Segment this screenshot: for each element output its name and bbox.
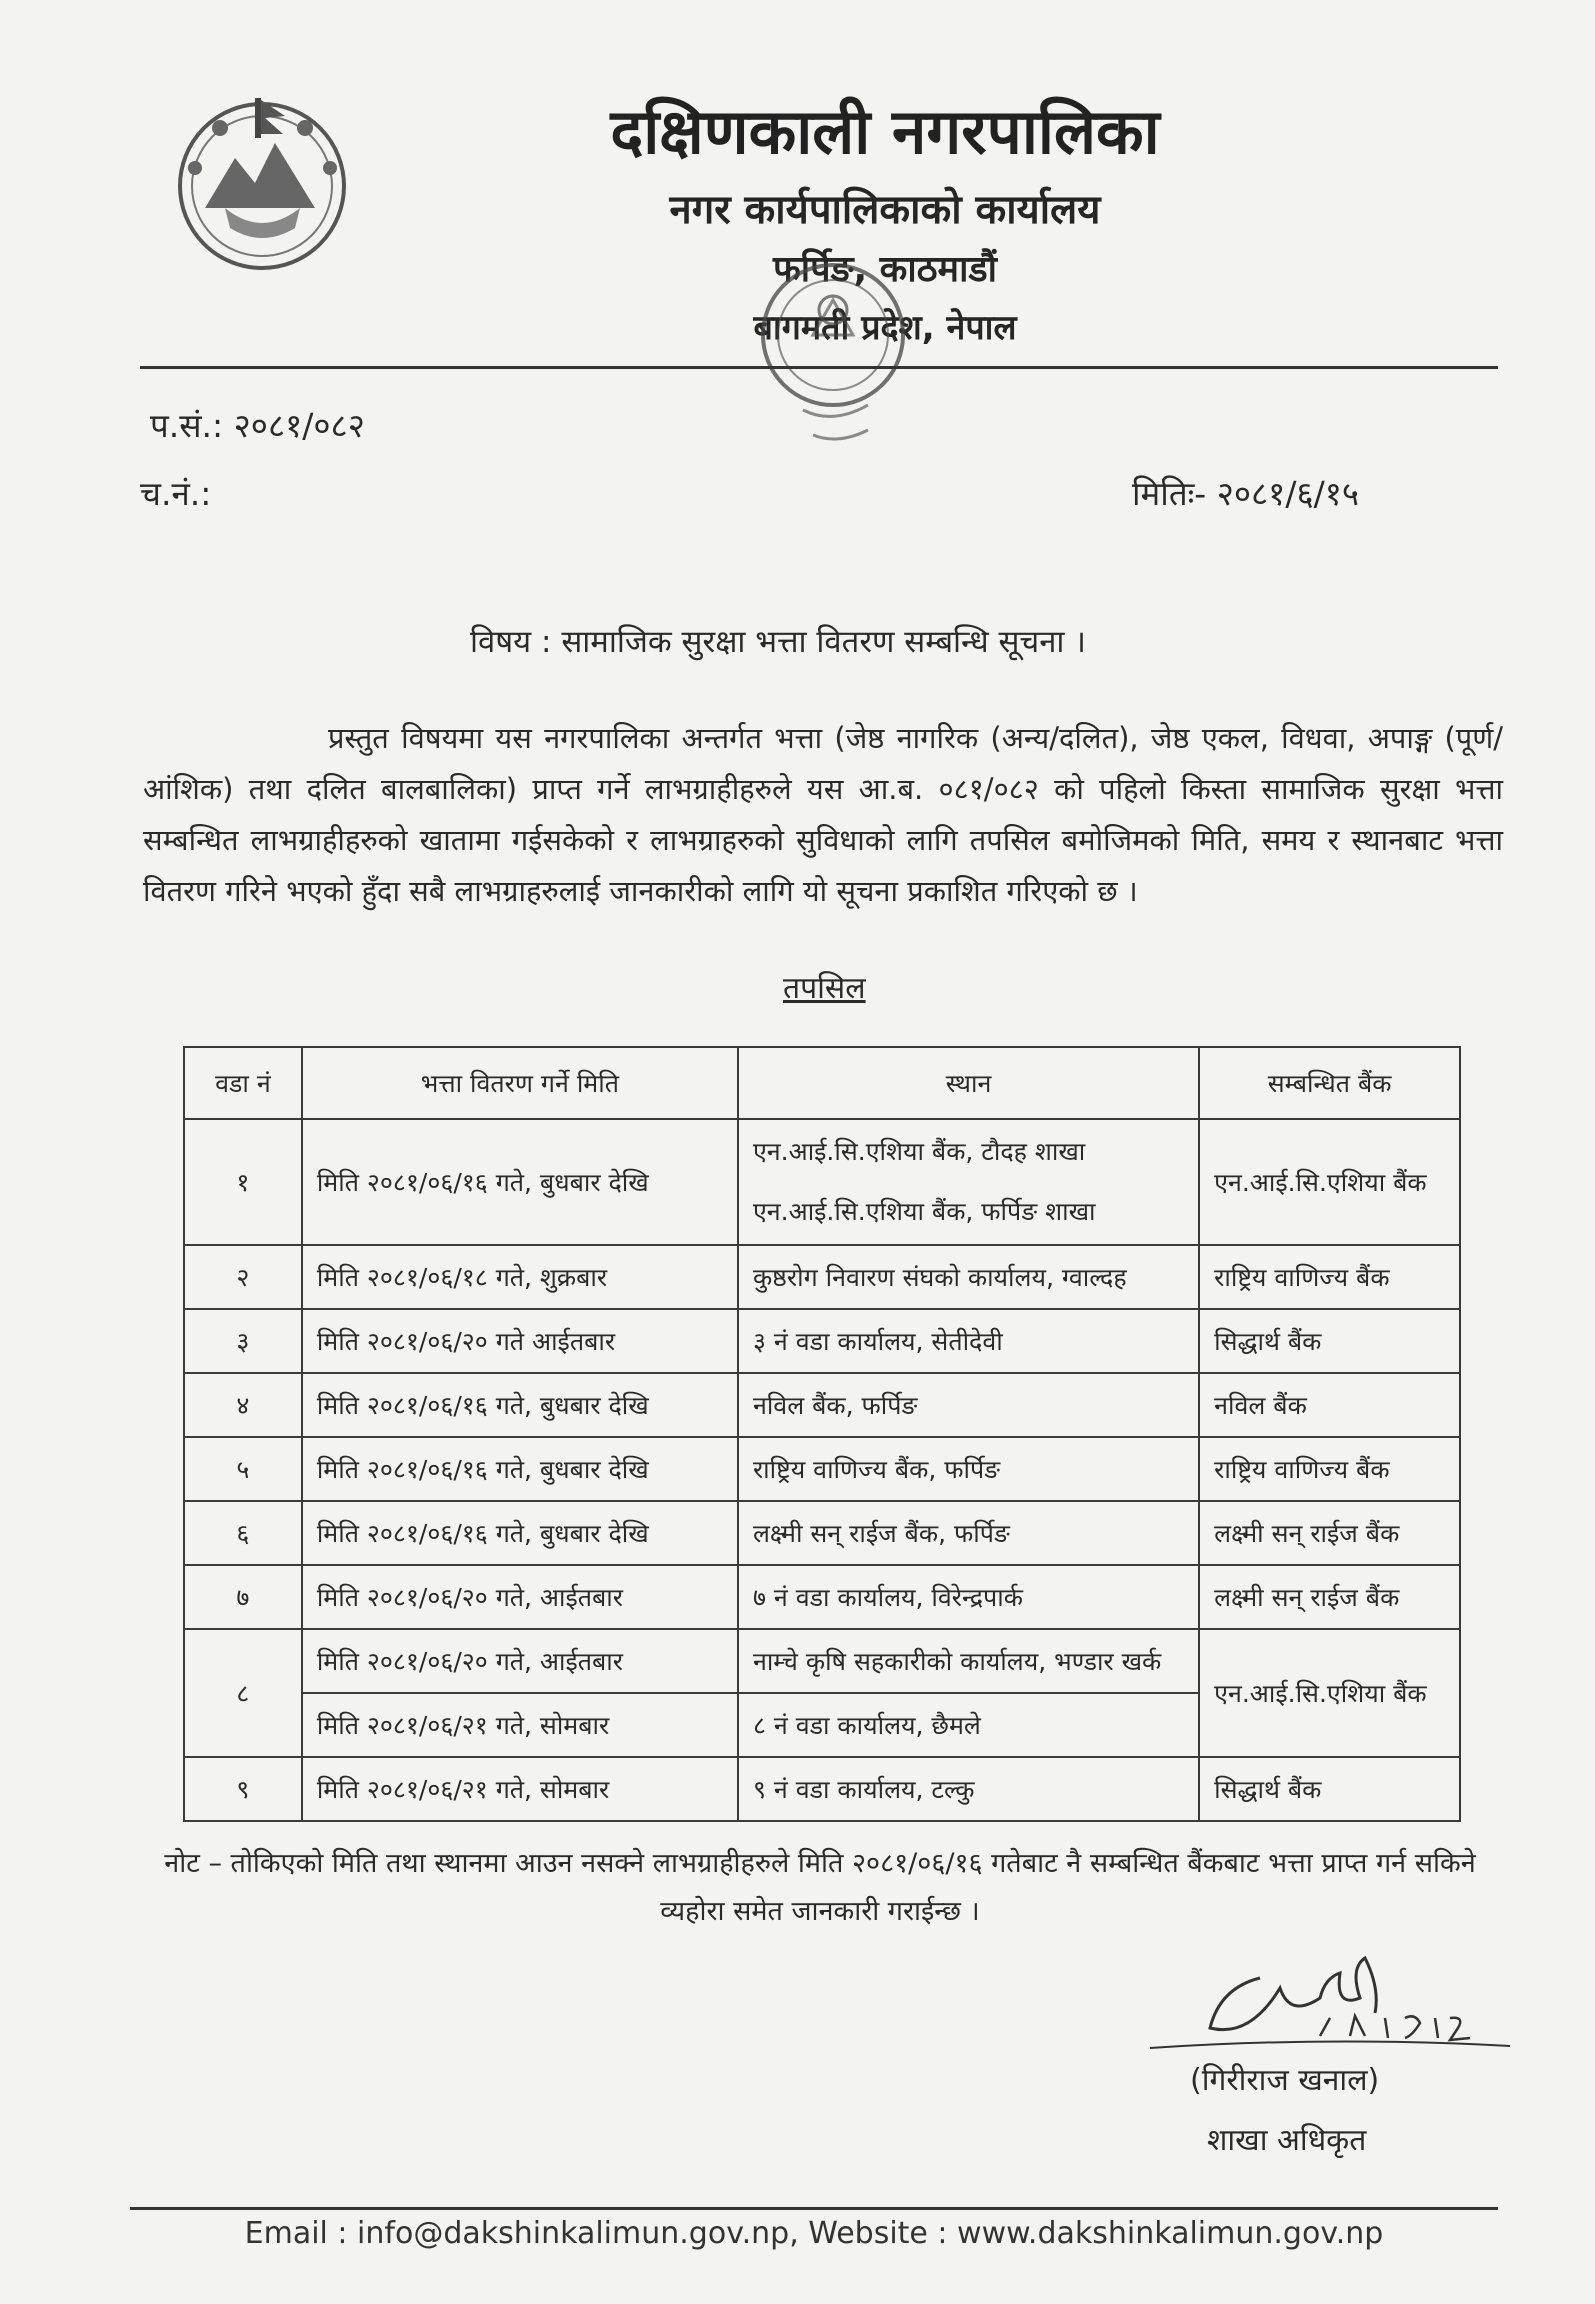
related-bank: सिद्धार्थ बैंक — [1199, 1309, 1460, 1373]
signature-icon — [1150, 1918, 1540, 2068]
related-bank: लक्ष्मी सन् राईज बैंक — [1199, 1565, 1460, 1629]
column-header: सम्बन्धित बैंक — [1199, 1047, 1460, 1119]
location-line: एन.आई.सि.एशिया बैंक, फर्पिङ शाखा — [752, 1197, 1096, 1226]
office-location: फर्पिङ, काठमाडौं — [773, 249, 997, 290]
office-name: नगर कार्यपालिकाको कार्यालय — [669, 187, 1101, 233]
related-bank: नविल बैंक — [1199, 1373, 1460, 1437]
signatory-name: (गिरीराज खनाल) — [1190, 2063, 1380, 2098]
office-stamp-icon — [718, 240, 948, 470]
office-province: बागमती प्रदेश, नेपाल — [753, 308, 1017, 348]
related-bank: एन.आई.सि.एशिया बैंक — [1199, 1119, 1460, 1245]
distribution-date: मिति २०८१/०६/२० गते, आईतबार — [302, 1565, 738, 1629]
dispatch-number: च.नं.: — [140, 474, 212, 513]
column-header: भत्ता वितरण गर्ने मिति — [302, 1047, 738, 1119]
distribution-schedule-table — [183, 1046, 1461, 1822]
reference-number: प.सं.: २०८१/०८२ — [150, 406, 365, 445]
table-row — [184, 1309, 1460, 1373]
distribution-date: मिति २०८१/०६/२१ गते, सोमबार — [302, 1693, 738, 1757]
table-header-row — [184, 1047, 1460, 1119]
table-row — [184, 1119, 1460, 1245]
contact-footer: Email : info@dakshinkalimun.gov.np, Website : www.dakshinkalimun.gov.np — [244, 2216, 1384, 2251]
distribution-date: मिति २०८१/०६/१६ गते, बुधबार देखि — [302, 1119, 738, 1245]
distribution-location — [738, 1119, 1199, 1245]
related-bank: एन.आई.सि.एशिया बैंक — [1199, 1629, 1460, 1757]
ward-number: ३ — [184, 1309, 302, 1373]
table-row — [184, 1629, 1460, 1693]
organization-name: दक्षिणकाली नगरपालिका — [610, 95, 1160, 168]
notice-note: नोट – तोकिएको मिति तथा स्थानमा आउन नसक्ने लाभग्राहीहरुले मिति २०८१/०६/१६ गतेबाट नै सम्बन्धित बैंकबाट भत्ता प्राप्त गर्न सकिने व्यहोरा समेत जानकारी गराईन्छ । — [164, 1848, 1476, 1927]
table-row — [184, 1565, 1460, 1629]
distribution-date: मिति २०८१/०६/२० गते, आईतबार — [302, 1629, 738, 1693]
signatory-role: शाखा अधिकृत — [1207, 2123, 1367, 2158]
related-bank: सिद्धार्थ बैंक — [1199, 1757, 1460, 1821]
ward-number: ५ — [184, 1437, 302, 1501]
distribution-location: कुष्ठरोग निवारण संघको कार्यालय, ग्वाल्दह — [738, 1245, 1199, 1309]
notice-body: प्रस्तुत विषयमा यस नगरपालिका अन्तर्गत भत्ता (जेष्ठ नागरिक (अन्य/दलित), जेष्ठ एकल, विधवा, अपाङ्ग (पूर्ण/आंशिक) तथा दलित बालबालिका) प्राप्त गर्ने लाभग्राहीहरुले यस आ.ब. ०८१/०८२ को पहिलो किस्ता सामाजिक सुरक्षा भत्ता सम्बन्धित लाभग्राहीहरुको खातामा गईसकेको र लाभग्राहरुको सुविधाको लागि तपसिल बमोजिमको मिति, समय र स्थानबाट भत्ता वितरण गरिने भएको हुँदा सबै लाभग्राहरुलाई जानकारीको लागि यो सूचना प्रकाशित गरिएको छ । — [143, 721, 1503, 908]
ward-number: ६ — [184, 1501, 302, 1565]
notice-date: मितिः- २०८१/६/१५ — [1132, 474, 1360, 513]
table-row — [184, 1501, 1460, 1565]
table-row — [184, 1757, 1460, 1821]
distribution-location: ८ नं वडा कार्यालय, छैमले — [738, 1693, 1199, 1757]
footer-divider — [130, 2207, 1498, 2210]
table-row — [184, 1437, 1460, 1501]
distribution-location: नाम्चे कृषि सहकारीको कार्यालय, भण्डार खर्क — [738, 1629, 1199, 1693]
related-bank: राष्ट्रिय वाणिज्य बैंक — [1199, 1245, 1460, 1309]
distribution-location: ७ नं वडा कार्यालय, विरेन्द्रपार्क — [738, 1565, 1199, 1629]
ward-number: ७ — [184, 1565, 302, 1629]
distribution-date: मिति २०८१/०६/१६ गते, बुधबार देखि — [302, 1501, 738, 1565]
header-divider — [140, 366, 1498, 369]
distribution-location: ३ नं वडा कार्यालय, सेतीदेवी — [738, 1309, 1199, 1373]
distribution-location: नविल बैंक, फर्पिङ — [738, 1373, 1199, 1437]
related-bank: लक्ष्मी सन् राईज बैंक — [1199, 1501, 1460, 1565]
ward-number: ८ — [184, 1629, 302, 1757]
ward-number: २ — [184, 1245, 302, 1309]
table-row — [184, 1245, 1460, 1309]
distribution-date: मिति २०८१/०६/२० गते आईतबार — [302, 1309, 738, 1373]
column-header: स्थान — [738, 1047, 1199, 1119]
distribution-location: लक्ष्मी सन् राईज बैंक, फर्पिङ — [738, 1501, 1199, 1565]
distribution-location: राष्ट्रिय वाणिज्य बैंक, फर्पिङ — [738, 1437, 1199, 1501]
notice-subject: विषय : सामाजिक सुरक्षा भत्ता वितरण सम्बन्धि सूचना । — [470, 624, 1087, 660]
distribution-date: मिति २०८१/०६/२१ गते, सोमबार — [302, 1757, 738, 1821]
ward-number: १ — [184, 1119, 302, 1245]
distribution-location: ९ नं वडा कार्यालय, टल्कु — [738, 1757, 1199, 1821]
distribution-date: मिति २०८१/०६/१८ गते, शुक्रबार — [302, 1245, 738, 1309]
related-bank: राष्ट्रिय वाणिज्य बैंक — [1199, 1437, 1460, 1501]
distribution-date: मिति २०८१/०६/१६ गते, बुधबार देखि — [302, 1437, 738, 1501]
ward-number: ४ — [184, 1373, 302, 1437]
column-header: वडा नं — [184, 1047, 302, 1119]
table-row — [184, 1373, 1460, 1437]
ward-number: ९ — [184, 1757, 302, 1821]
details-heading: तपसिल — [783, 971, 866, 1006]
nepal-emblem-icon — [165, 88, 360, 278]
location-line: एन.आई.सि.एशिया बैंक, टौदह शाखा — [752, 1137, 1086, 1166]
distribution-date: मिति २०८१/०६/१६ गते, बुधबार देखि — [302, 1373, 738, 1437]
